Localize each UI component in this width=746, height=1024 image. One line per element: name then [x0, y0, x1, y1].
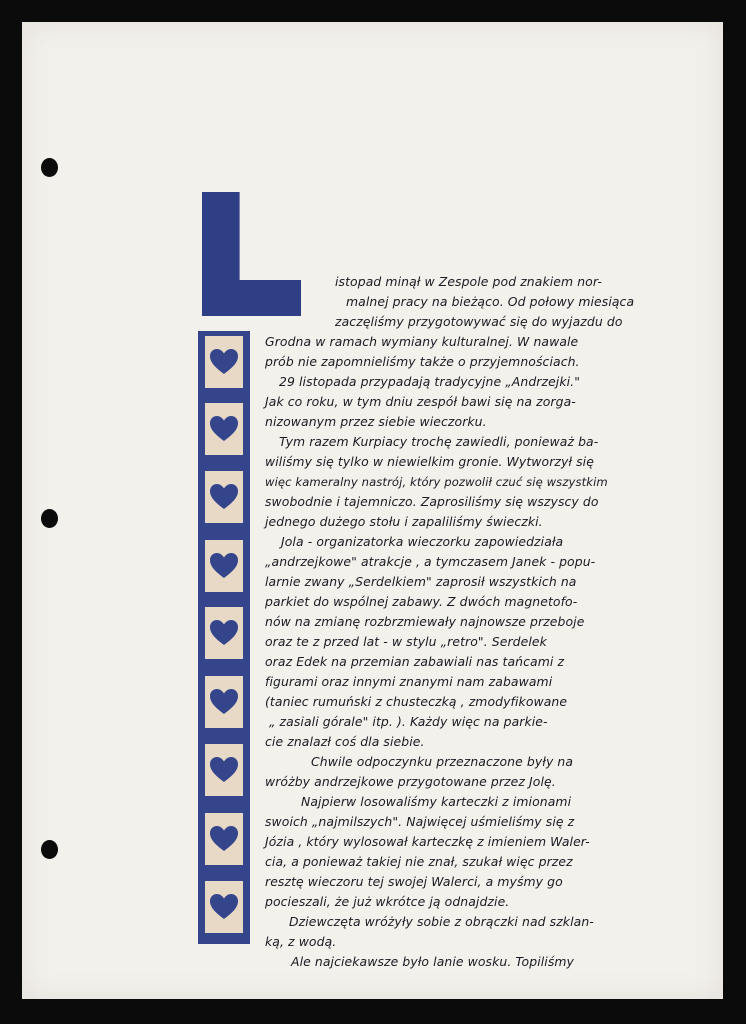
heart-tile [205, 676, 243, 728]
text-line: malnej pracy na bieżąco. Od połowy miesiąca [346, 294, 635, 309]
initial-letter-l [202, 192, 301, 316]
heart-strip-ornament [198, 331, 250, 944]
text-line: Ale najciekawsze było lanie wosku. Topiliśmy [291, 954, 574, 969]
document-page [22, 22, 723, 999]
punch-hole [41, 509, 58, 528]
text-line: Józia , który wylosował karteczkę z imieniem Waler- [265, 834, 590, 849]
text-line: „andrzejkowe" atrakcje , a tymczasem Janek - popu- [265, 554, 596, 569]
heart-icon [209, 825, 239, 853]
heart-tile [205, 813, 243, 865]
heart-tile [205, 540, 243, 592]
text-line: resztę wieczoru tej swojej Walerci, a myśmy go [265, 874, 563, 889]
text-line: ką, z wodą. [265, 934, 337, 949]
heart-tile [205, 607, 243, 659]
text-line: larnie zwany „Serdelkiem" zaprosił wszystkich na [265, 574, 577, 589]
heart-icon [209, 552, 239, 580]
text-line: cie znalazł coś dla siebie. [265, 734, 425, 749]
text-line: Chwile odpoczynku przeznaczone były na [311, 754, 574, 769]
text-line: pocieszali, że już wkrótce ją odnajdzie. [265, 894, 510, 909]
heart-tile [205, 336, 243, 388]
text-line: oraz te z przed lat - w stylu „retro". Serdelek [265, 634, 547, 649]
heart-icon [209, 688, 239, 716]
text-line: prób nie zapomnieliśmy także o przyjemnościach. [265, 354, 580, 369]
text-line: nów na zmianę rozbrzmiewały najnowsze przeboje [265, 614, 585, 629]
text-line: Grodna w ramach wymiany kulturalnej. W nawale [265, 334, 579, 349]
text-line: wróżby andrzejkowe przygotowane przez Jolę. [265, 774, 556, 789]
text-line: jednego dużego stołu i zapaliliśmy świeczki. [265, 514, 543, 529]
text-line: zaczęliśmy przygotowywać się do wyjazdu do [335, 314, 623, 329]
text-line: Najpierw losowaliśmy karteczki z imionami [301, 794, 572, 809]
heart-icon [209, 483, 239, 511]
heart-icon [209, 619, 239, 647]
heart-icon [209, 348, 239, 376]
text-line: nizowanym przez siebie wieczorku. [265, 414, 487, 429]
text-line: wiliśmy się tylko w niewielkim gronie. Wytworzył się [265, 454, 594, 469]
punch-hole [41, 158, 58, 177]
text-line: swoich „najmilszych". Najwięcej uśmieliśmy się z [265, 814, 575, 829]
heart-icon [209, 893, 239, 921]
heart-tile [205, 471, 243, 523]
text-line: Tym razem Kurpiacy trochę zawiedli, ponieważ ba- [279, 434, 599, 449]
text-line: oraz Edek na przemian zabawiali nas tańcami z [265, 654, 565, 669]
heart-tile [205, 744, 243, 796]
text-line: swobodnie i tajemniczo. Zaprosiliśmy się wszyscy do [265, 494, 599, 509]
text-line: istopad minął w Zespole pod znakiem nor- [335, 274, 602, 289]
heart-icon [209, 756, 239, 784]
text-line: parkiet do wspólnej zabawy. Z dwóch magnetofo- [265, 594, 578, 609]
heart-tile [205, 881, 243, 933]
punch-hole [41, 840, 58, 859]
text-line: cia, a ponieważ takiej nie znał, szukał więc przez [265, 854, 573, 869]
text-line: Jak co roku, w tym dniu zespół bawi się na zorga- [265, 394, 576, 409]
text-line: figurami oraz innymi znanymi nam zabawami [265, 674, 553, 689]
text-line: „ zasiali górale" itp. ). Każdy więc na parkie- [269, 714, 548, 729]
text-line: Jola - organizatorka wieczorku zapowiedziała [281, 534, 564, 549]
text-line: więc kameralny nastrój, który pozwolił czuć się wszystkim [265, 475, 608, 489]
heart-icon [209, 415, 239, 443]
text-line: (taniec rumuński z chusteczką , zmodyfikowane [265, 694, 568, 709]
text-line: Dziewczęta wróżyły sobie z obrączki nad szklan- [289, 914, 594, 929]
text-line: 29 listopada przypadają tradycyjne „Andrzejki." [279, 374, 581, 389]
heart-tile [205, 403, 243, 455]
